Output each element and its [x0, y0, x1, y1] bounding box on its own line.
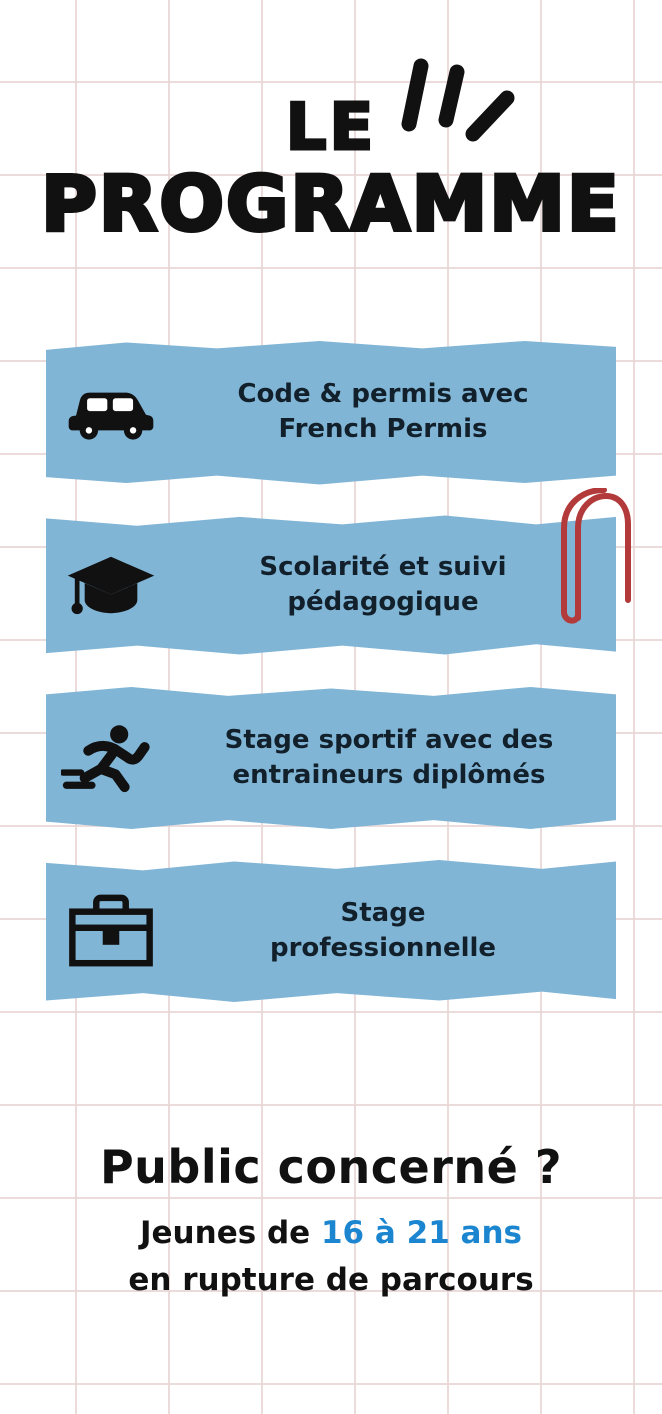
audience-heading: Public concerné ?	[99, 1140, 563, 1194]
audience-line-1	[0, 1210, 662, 1257]
list-item-label-line1: Stage sportif avec des	[224, 724, 554, 755]
briefcase-icon	[46, 891, 176, 971]
page-title	[0, 91, 662, 248]
list-item-label-line1: Scolarité et suivi	[259, 551, 507, 582]
list-item-label-line1: Code & permis avec	[237, 378, 529, 409]
program-list	[46, 338, 616, 1030]
list-item[interactable]	[46, 857, 616, 1005]
list-item-label-line2: French Permis	[278, 414, 488, 444]
list-item[interactable]	[46, 338, 616, 486]
audience-prefix: Jeunes de	[140, 1215, 321, 1251]
list-item-label	[176, 896, 616, 966]
list-item-label	[176, 377, 616, 447]
running-athlete-icon	[46, 721, 176, 795]
list-item-label-line2: pédagogique	[287, 587, 479, 617]
graduation-cap-icon	[46, 549, 176, 621]
list-item-label-line2: professionnelle	[269, 933, 497, 963]
list-item-label	[176, 550, 616, 620]
title-line-1: LE	[285, 91, 377, 165]
audience-line-2: en rupture de parcours	[128, 1261, 534, 1298]
audience-section	[0, 1140, 662, 1303]
list-item[interactable]	[46, 684, 616, 832]
list-item[interactable]	[46, 511, 616, 659]
title-line-2: PROGRAMME	[41, 159, 621, 248]
list-item-label	[176, 723, 616, 793]
audience-age-range: 16 à 21 ans	[320, 1215, 522, 1251]
list-item-label-line2: entraineurs diplômés	[232, 760, 546, 790]
car-icon	[46, 382, 176, 442]
list-item-label-line1: Stage	[340, 897, 426, 928]
